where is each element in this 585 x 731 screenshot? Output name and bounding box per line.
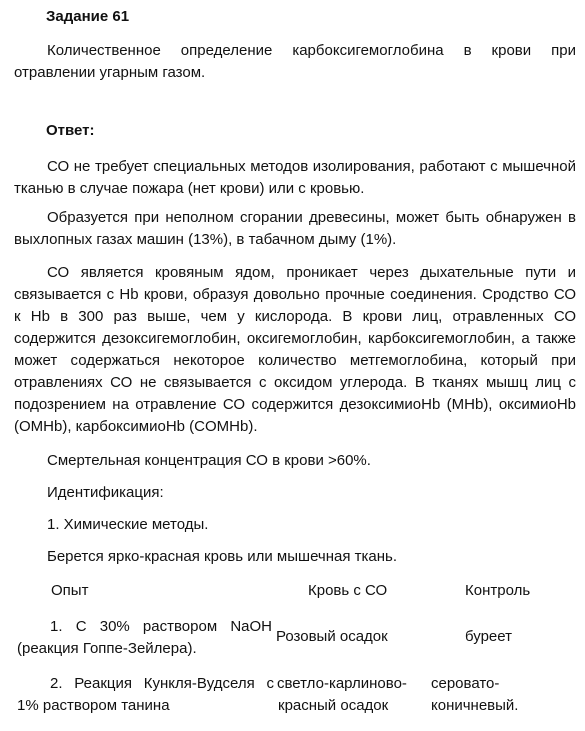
paragraph-2: Образуется при неполном сгорании древесины, может быть обнаружен в выхлопных газах машин (13%), в табачном дыму (1%). bbox=[14, 209, 576, 248]
table-row-2-control-line2: коничневый. bbox=[431, 697, 519, 714]
paragraph-1: СО не требует специальных методов изолирования, работают с мышечной тканью в случае пожара (нет крови) или с кровью. bbox=[14, 158, 576, 197]
table-row-2-control-line1: серовато- bbox=[431, 675, 500, 692]
table-row-2-co-result-line1: светло-карлиново- bbox=[277, 675, 407, 692]
table-row-1-opyt-line2: (реакция Гоппе-Зейлера). bbox=[17, 640, 197, 657]
sample-description-line: Берется ярко-красная кровь или мышечная ткань. bbox=[47, 548, 398, 565]
answer-label: Ответ: bbox=[46, 122, 95, 139]
identification-heading: Идентификация: bbox=[47, 484, 164, 501]
lethal-concentration-line: Смертельная концентрация СО в крови >60%. bbox=[47, 452, 371, 469]
table-row-2-opyt-line1: 2. Реакция Кункля-Вудселя с bbox=[50, 675, 274, 692]
chemical-methods-heading: 1. Химические методы. bbox=[47, 516, 209, 533]
table-row-1-co-result: Розовый осадок bbox=[276, 628, 388, 645]
table-row-1-control-result: буреет bbox=[465, 628, 512, 645]
table-row-1-opyt-line1: 1. С 30% раствором NaOH bbox=[50, 618, 272, 635]
table-header-opyt: Опыт bbox=[51, 582, 89, 599]
task-title: Задание 61 bbox=[46, 8, 130, 25]
table-row-2-opyt-line2: 1% раствором танина bbox=[17, 697, 170, 714]
table-row-2-co-result-line2: красный осадок bbox=[278, 697, 389, 714]
paragraph-3: СО является кровяным ядом, проникает через дыхательные пути и связывается с Hb крови, образуя довольно прочные соединения. Сродство СО к Hb в 300 раз выше, чем у кислорода. В крови лиц, отравленных СО содержится дезоксигемоглобин, оксигемоглобин, карбоксигемоглобин, а также может содержаться некоторое количество метгемоглобина, который при отравлениях СО не связывается с оксидом углерода. В тканях мышц лиц с подозрением на отравление СО содержится дезоксимиоHb (MHb), оксимиоHb (OMHb), карбоксимиоHb (COMHb). bbox=[14, 264, 576, 435]
task-text: Количественное определение карбоксигемоглобина в крови при отравлении угарным газом. bbox=[14, 42, 576, 81]
table-header-control: Контроль bbox=[465, 582, 531, 599]
table-header-co-blood: Кровь с СО bbox=[308, 582, 388, 599]
